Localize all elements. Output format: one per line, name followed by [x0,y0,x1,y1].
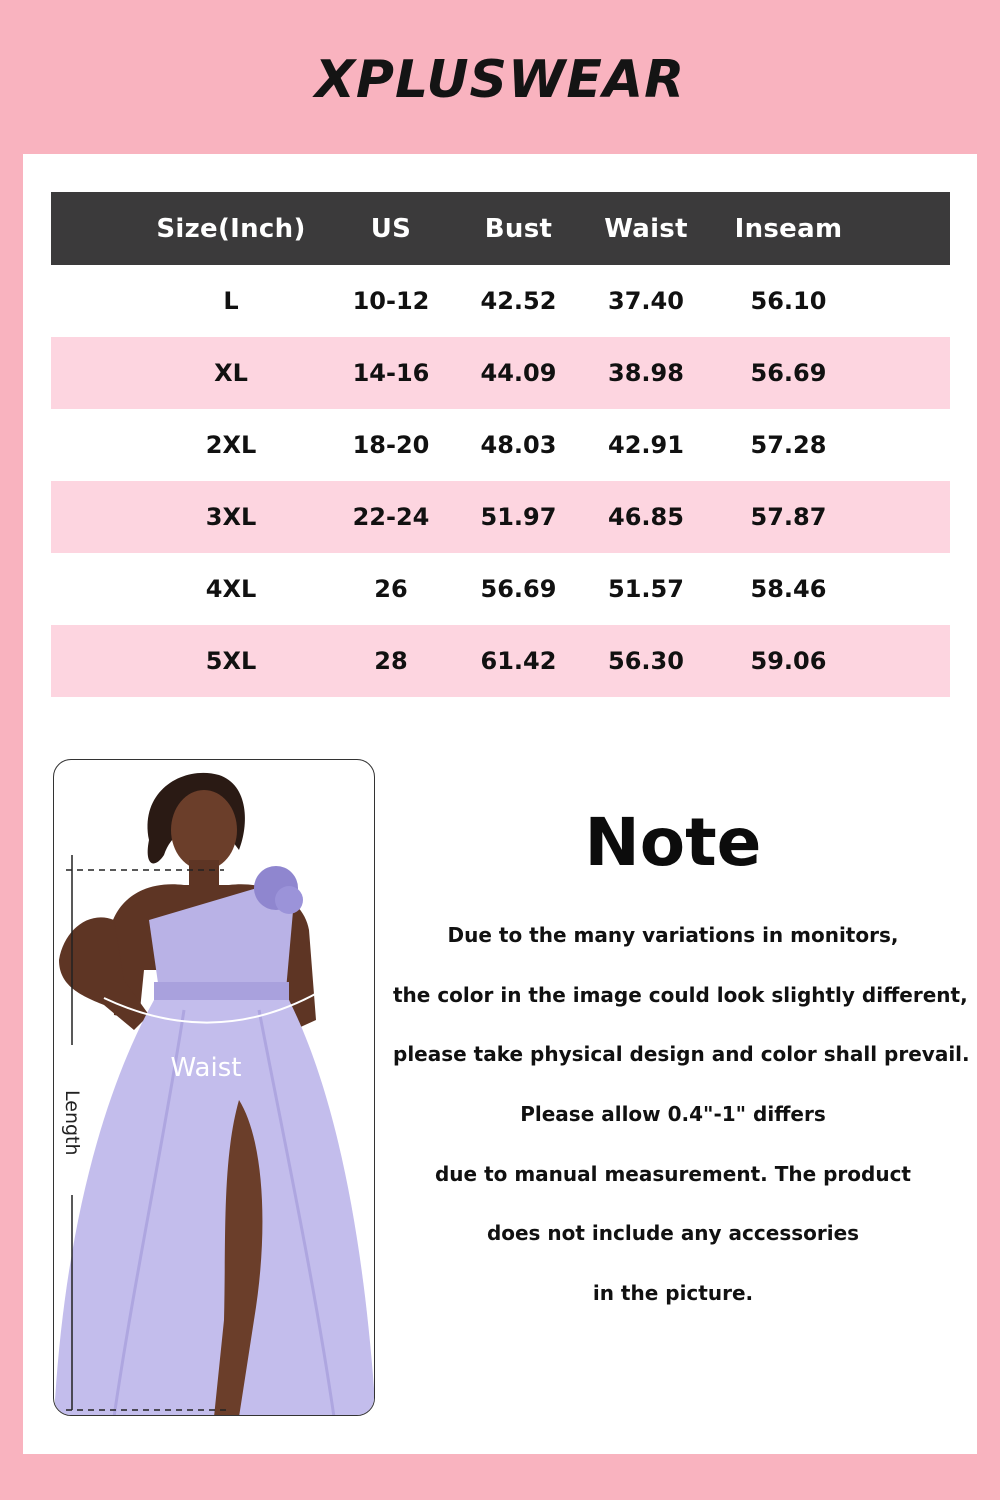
table-row [51,409,950,481]
bust-cell: 61.42 [480,647,557,675]
table-row [51,265,950,337]
brand-logo: XPLUSWEAR [314,50,686,110]
bust-cell: 42.52 [480,287,557,315]
table-header [51,192,950,265]
inseam-cell: 59.06 [750,647,827,675]
bust-cell: 56.69 [480,575,557,603]
table-row [51,625,950,697]
bust-cell: 51.97 [480,503,557,531]
waist-cell: 46.85 [608,503,684,531]
header-inseam: Inseam [734,213,843,244]
header-size: Size(Inch) [156,213,306,244]
inseam-cell: 58.46 [750,575,827,603]
size-chart-table [51,192,950,697]
length-label: Length [61,1090,83,1156]
note-title: Note [584,804,762,881]
table-row [51,481,950,553]
waist-cell: 51.57 [608,575,684,603]
header-bust: Bust [484,213,553,244]
inseam-cell: 56.10 [750,287,827,315]
note-line: due to manual measurement. The product [434,1161,911,1186]
us-cell: 18-20 [352,431,430,459]
waist-cell: 42.91 [608,431,684,459]
inseam-cell: 57.87 [750,503,827,531]
us-cell: 22-24 [352,503,430,531]
waist-cell: 37.40 [608,287,684,315]
waist-cell: 38.98 [608,359,684,387]
bust-cell: 44.09 [480,359,557,387]
waist-label: Waist [170,1053,242,1083]
model-photo [53,759,375,1416]
note-line: Due to the many variations in monitors, [447,923,899,947]
note-line: the color in the image could look slightly different, [393,982,968,1007]
size-cell: XL [214,359,248,387]
us-cell: 28 [374,647,408,675]
model-illustration [54,760,375,1416]
note-line: please take physical design and color shall prevail. [393,1042,970,1067]
note-line: does not include any accessories [486,1221,860,1246]
note-line: Please allow 0.4"-1" differs [520,1102,826,1127]
us-cell: 14-16 [352,359,430,387]
size-cell: 3XL [205,503,257,531]
us-cell: 10-12 [352,287,430,315]
inseam-cell: 57.28 [750,431,827,459]
header-waist: Waist [604,213,688,244]
inseam-cell: 56.69 [750,359,827,387]
us-cell: 26 [374,575,408,603]
bust-cell: 48.03 [480,431,557,459]
size-cell: 5XL [205,647,257,675]
size-cell: 4XL [205,575,257,603]
note-text [393,906,970,1324]
note-line: in the picture. [592,1281,754,1306]
header-us: US [370,213,412,244]
size-cell: 2XL [205,431,257,459]
content-card [23,154,977,1454]
table-row [51,553,950,625]
size-cell: L [223,287,239,315]
table-row [51,337,950,409]
waist-cell: 56.30 [608,647,684,675]
